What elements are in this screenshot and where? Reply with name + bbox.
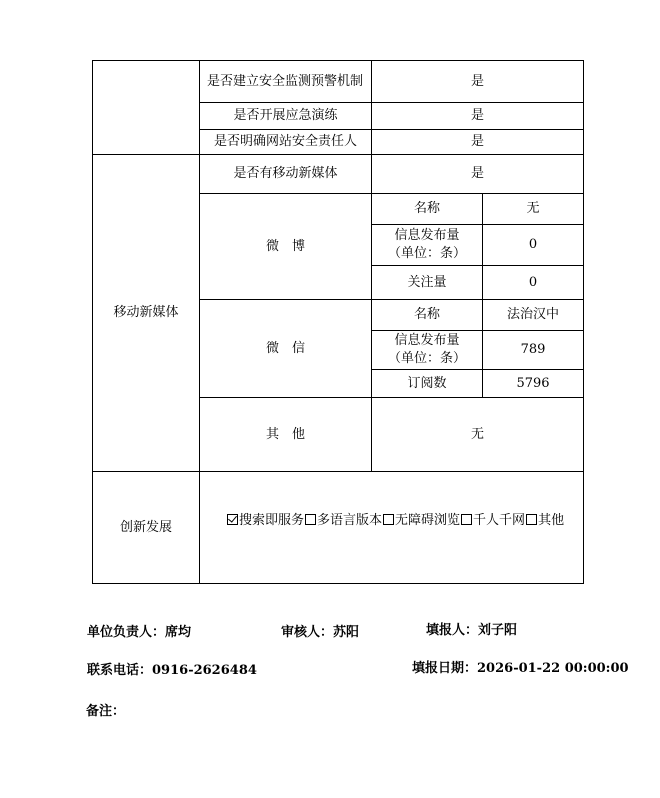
innovation-label: 创新发展 — [119, 519, 172, 535]
weibo-posts-value: 0 — [528, 237, 538, 252]
other-media-value: 无 — [470, 426, 484, 442]
wechat-name-label: 名称 — [413, 307, 440, 322]
option-accessibility-label: 无障碍浏览 — [395, 513, 461, 528]
unit-leader-value: 席均 — [165, 625, 192, 640]
option-search-service-checkbox[interactable] — [227, 514, 238, 525]
weibo-name-value: 无 — [526, 201, 540, 216]
option-accessibility-checkbox[interactable] — [383, 514, 394, 525]
wechat-label: 微 信 — [265, 340, 305, 356]
option-multilingual-label: 多语言版本 — [317, 513, 383, 528]
filler-value: 刘子阳 — [478, 623, 518, 638]
has-mobile-media-label: 是否有移动新媒体 — [233, 166, 338, 181]
fill-date-label: 填报日期： — [412, 661, 478, 676]
site-security-person-label: 是否明确网站安全责任人 — [213, 134, 357, 149]
fill-date-value: 2026-01-22 00:00:00 — [477, 661, 629, 676]
weibo-followers-label: 关注量 — [407, 274, 447, 290]
innovation-options — [226, 509, 564, 528]
unit-leader — [87, 621, 191, 640]
wechat-posts-value: 789 — [520, 342, 546, 357]
contact-phone-label: 联系电话： — [87, 663, 153, 678]
option-other-checkbox[interactable] — [526, 514, 537, 525]
option-multilingual-checkbox[interactable] — [305, 514, 316, 525]
wechat-posts-label-line2: （单位：条） — [387, 351, 466, 366]
option-personalized-checkbox[interactable] — [461, 514, 472, 525]
weibo-followers-value: 0 — [528, 274, 538, 290]
emergency-drill-value: 是 — [470, 108, 484, 123]
wechat-posts-label-line1: 信息发布量 — [394, 333, 460, 348]
contact-phone-value: 0916-2626484 — [152, 663, 257, 678]
wechat-posts-label — [372, 331, 482, 369]
weibo-label: 微 博 — [265, 238, 305, 254]
weibo-posts-label-line1: 信息发布量 — [394, 228, 460, 243]
unit-leader-label: 单位负责人： — [87, 625, 166, 640]
site-security-person-value: 是 — [470, 134, 484, 149]
mobile-media-section-label: 移动新媒体 — [113, 305, 179, 320]
option-personalized-label: 千人千网 — [473, 513, 526, 528]
has-mobile-media-value: 是 — [470, 166, 484, 181]
contact-phone — [87, 659, 257, 678]
note-label: 备注： — [86, 704, 126, 719]
wechat-name-value: 法治汉中 — [506, 307, 559, 322]
wechat-subscribers-label: 订阅数 — [407, 375, 447, 391]
reviewer-value: 苏阳 — [333, 625, 360, 640]
warning-mechanism-label: 是否建立安全监测预警机制 — [206, 73, 363, 89]
note — [86, 700, 125, 719]
warning-mechanism-value: 是 — [470, 73, 484, 89]
emergency-drill-label: 是否开展应急演练 — [233, 108, 338, 123]
other-media-label: 其 他 — [265, 426, 305, 442]
weibo-name-label: 名称 — [413, 201, 440, 216]
filler — [426, 619, 517, 638]
filler-label: 填报人： — [426, 623, 479, 638]
weibo-posts-label — [372, 225, 482, 265]
fill-date — [412, 657, 629, 676]
reviewer-label: 审核人： — [281, 625, 334, 640]
option-search-service-label: 搜索即服务 — [239, 513, 305, 528]
weibo-posts-label-line2: （单位：条） — [387, 246, 466, 261]
reviewer — [281, 621, 359, 640]
option-other-label: 其他 — [538, 513, 565, 528]
wechat-subscribers-value: 5796 — [516, 375, 550, 391]
